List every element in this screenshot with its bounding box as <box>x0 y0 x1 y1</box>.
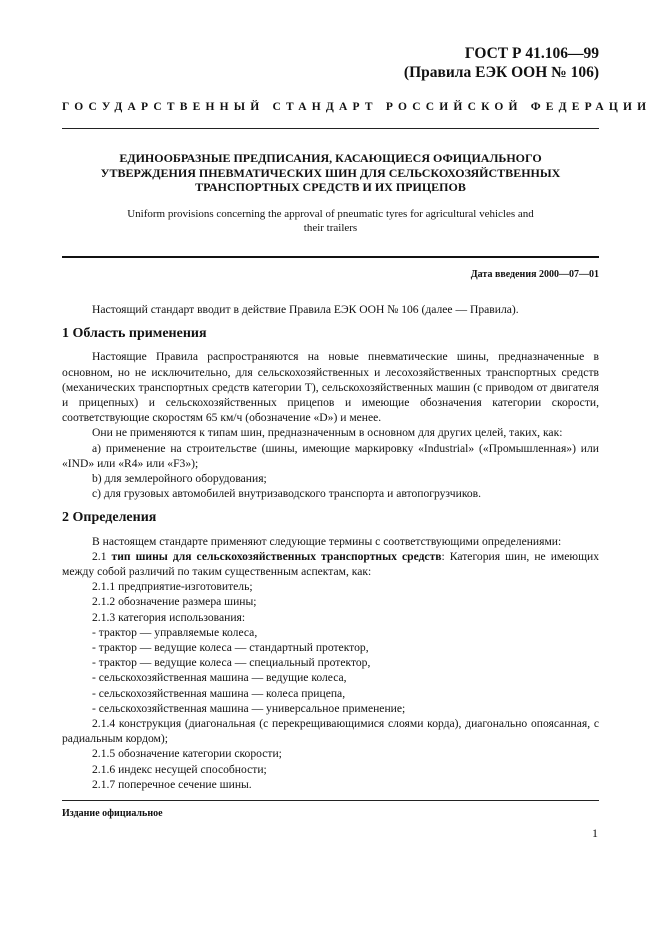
definition-number: 2.1 <box>92 549 107 563</box>
section-1-item-a: а) применение на строительстве (шины, имеющие маркировку «Industrial» («Промышленная») или «IND» или «R4» или «F3»); <box>62 441 599 470</box>
definition-item: 2.1.7 поперечное сечение шины. <box>92 777 252 791</box>
definition-text: : Категория шин, не имеющих между собой различий по таким существенным аспектам, как: <box>62 549 599 579</box>
document-title-en: Uniform provisions concerning the approval of pneumatic tyres for agricultural vehicles and their trailers <box>127 208 534 234</box>
usage-category-item: - сельскохозяйственная машина — универсальное применение; <box>92 701 406 715</box>
section-2-paragraph-1: В настоящем стандарте применяют следующие термины с соответствующими определениями: <box>92 534 562 548</box>
usage-category-item: - трактор — управляемые колеса, <box>92 625 258 639</box>
definition-item: 2.1.4 конструкция (диагональная (с перекрещивающимися слоями корда), диагонально опоясанная, с радиальным кордом); <box>62 717 599 746</box>
title-divider <box>62 256 599 258</box>
document-title-ru: ЕДИНООБРАЗНЫЕ ПРЕДПИСАНИЯ, КАСАЮЩИЕСЯ ОФИЦИАЛЬНОГО УТВЕРЖДЕНИЯ ПНЕВМАТИЧЕСКИХ ШИН ДЛЯ СЕЛЬСКОХОЗЯЙСТВЕННЫХ ТРАНСПОРТНЫХ СРЕДСТВ И ИХ ПРИЦЕПОВ <box>100 151 561 194</box>
section-2-heading: 2 Определения <box>62 510 157 526</box>
standard-code: ГОСТ Р 41.106—99 <box>464 45 599 62</box>
document-body <box>62 302 599 792</box>
definition-2-1 <box>62 549 599 579</box>
definition-item: 2.1.3 категория использования: <box>92 610 246 624</box>
page-number: 1 <box>592 826 598 840</box>
rules-reference: (Правила ЕЭК ООН № 106) <box>403 64 599 81</box>
top-divider <box>62 128 599 129</box>
usage-category-item: - трактор — ведущие колеса — специальный протектор, <box>92 656 371 670</box>
intro-paragraph: Настоящий стандарт вводит в действие Правила ЕЭК ООН № 106 (далее — Правила). <box>92 303 519 316</box>
section-1-paragraph-1: Настоящие Правила распространяются на новые пневматические шины, предназначенные в основном, но не исключительно, для сельскохозяйственных и лесохозяйственных транспортных средств (механических транспортных средств категории Т), сельскохозяйственных машин (с приводом от двигателя и прицепных) и сельскохозяйственных прицепов и имеющие обозначения категории скорости, соответствующие скоростям 65 км/ч (обозначение «D») и менее. <box>62 350 599 425</box>
definition-item: 2.1.2 обозначение размера шины; <box>92 595 257 609</box>
official-edition-label: Издание официальное <box>62 808 163 819</box>
section-1-item-b: b) для землеройного оборудования; <box>92 472 267 486</box>
section-1-item-c: c) для грузовых автомобилей внутризаводского транспорта и автопогрузчиков. <box>92 487 482 501</box>
usage-category-item: - трактор — ведущие колеса — стандартный протектор, <box>92 641 369 655</box>
gov-standard-line: ГОСУДАРСТВЕННЫЙ СТАНДАРТ РОССИЙСКОЙ ФЕДЕРАЦИИ <box>62 101 652 113</box>
usage-category-item: - сельскохозяйственная машина — ведущие колеса, <box>92 671 347 685</box>
document-code-block <box>404 44 599 82</box>
definition-item: 2.1.5 обозначение категории скорости; <box>92 747 282 761</box>
footer-divider <box>62 800 599 801</box>
section-1-paragraph-2: Они не применяются к типам шин, предназначенным в основном для других целей, таких, как: <box>92 426 563 440</box>
definition-term: тип шины для сельскохозяйственных транспортных средств <box>111 549 442 563</box>
usage-category-item: - сельскохозяйственная машина — колеса прицепа, <box>92 686 346 700</box>
intro-date: Дата введения 2000—07—01 <box>470 269 599 280</box>
definition-item: 2.1.1 предприятие-изготовитель; <box>92 580 253 594</box>
section-1-heading: 1 Область применения <box>62 326 207 342</box>
definition-item: 2.1.6 индекс несущей способности; <box>92 762 267 776</box>
